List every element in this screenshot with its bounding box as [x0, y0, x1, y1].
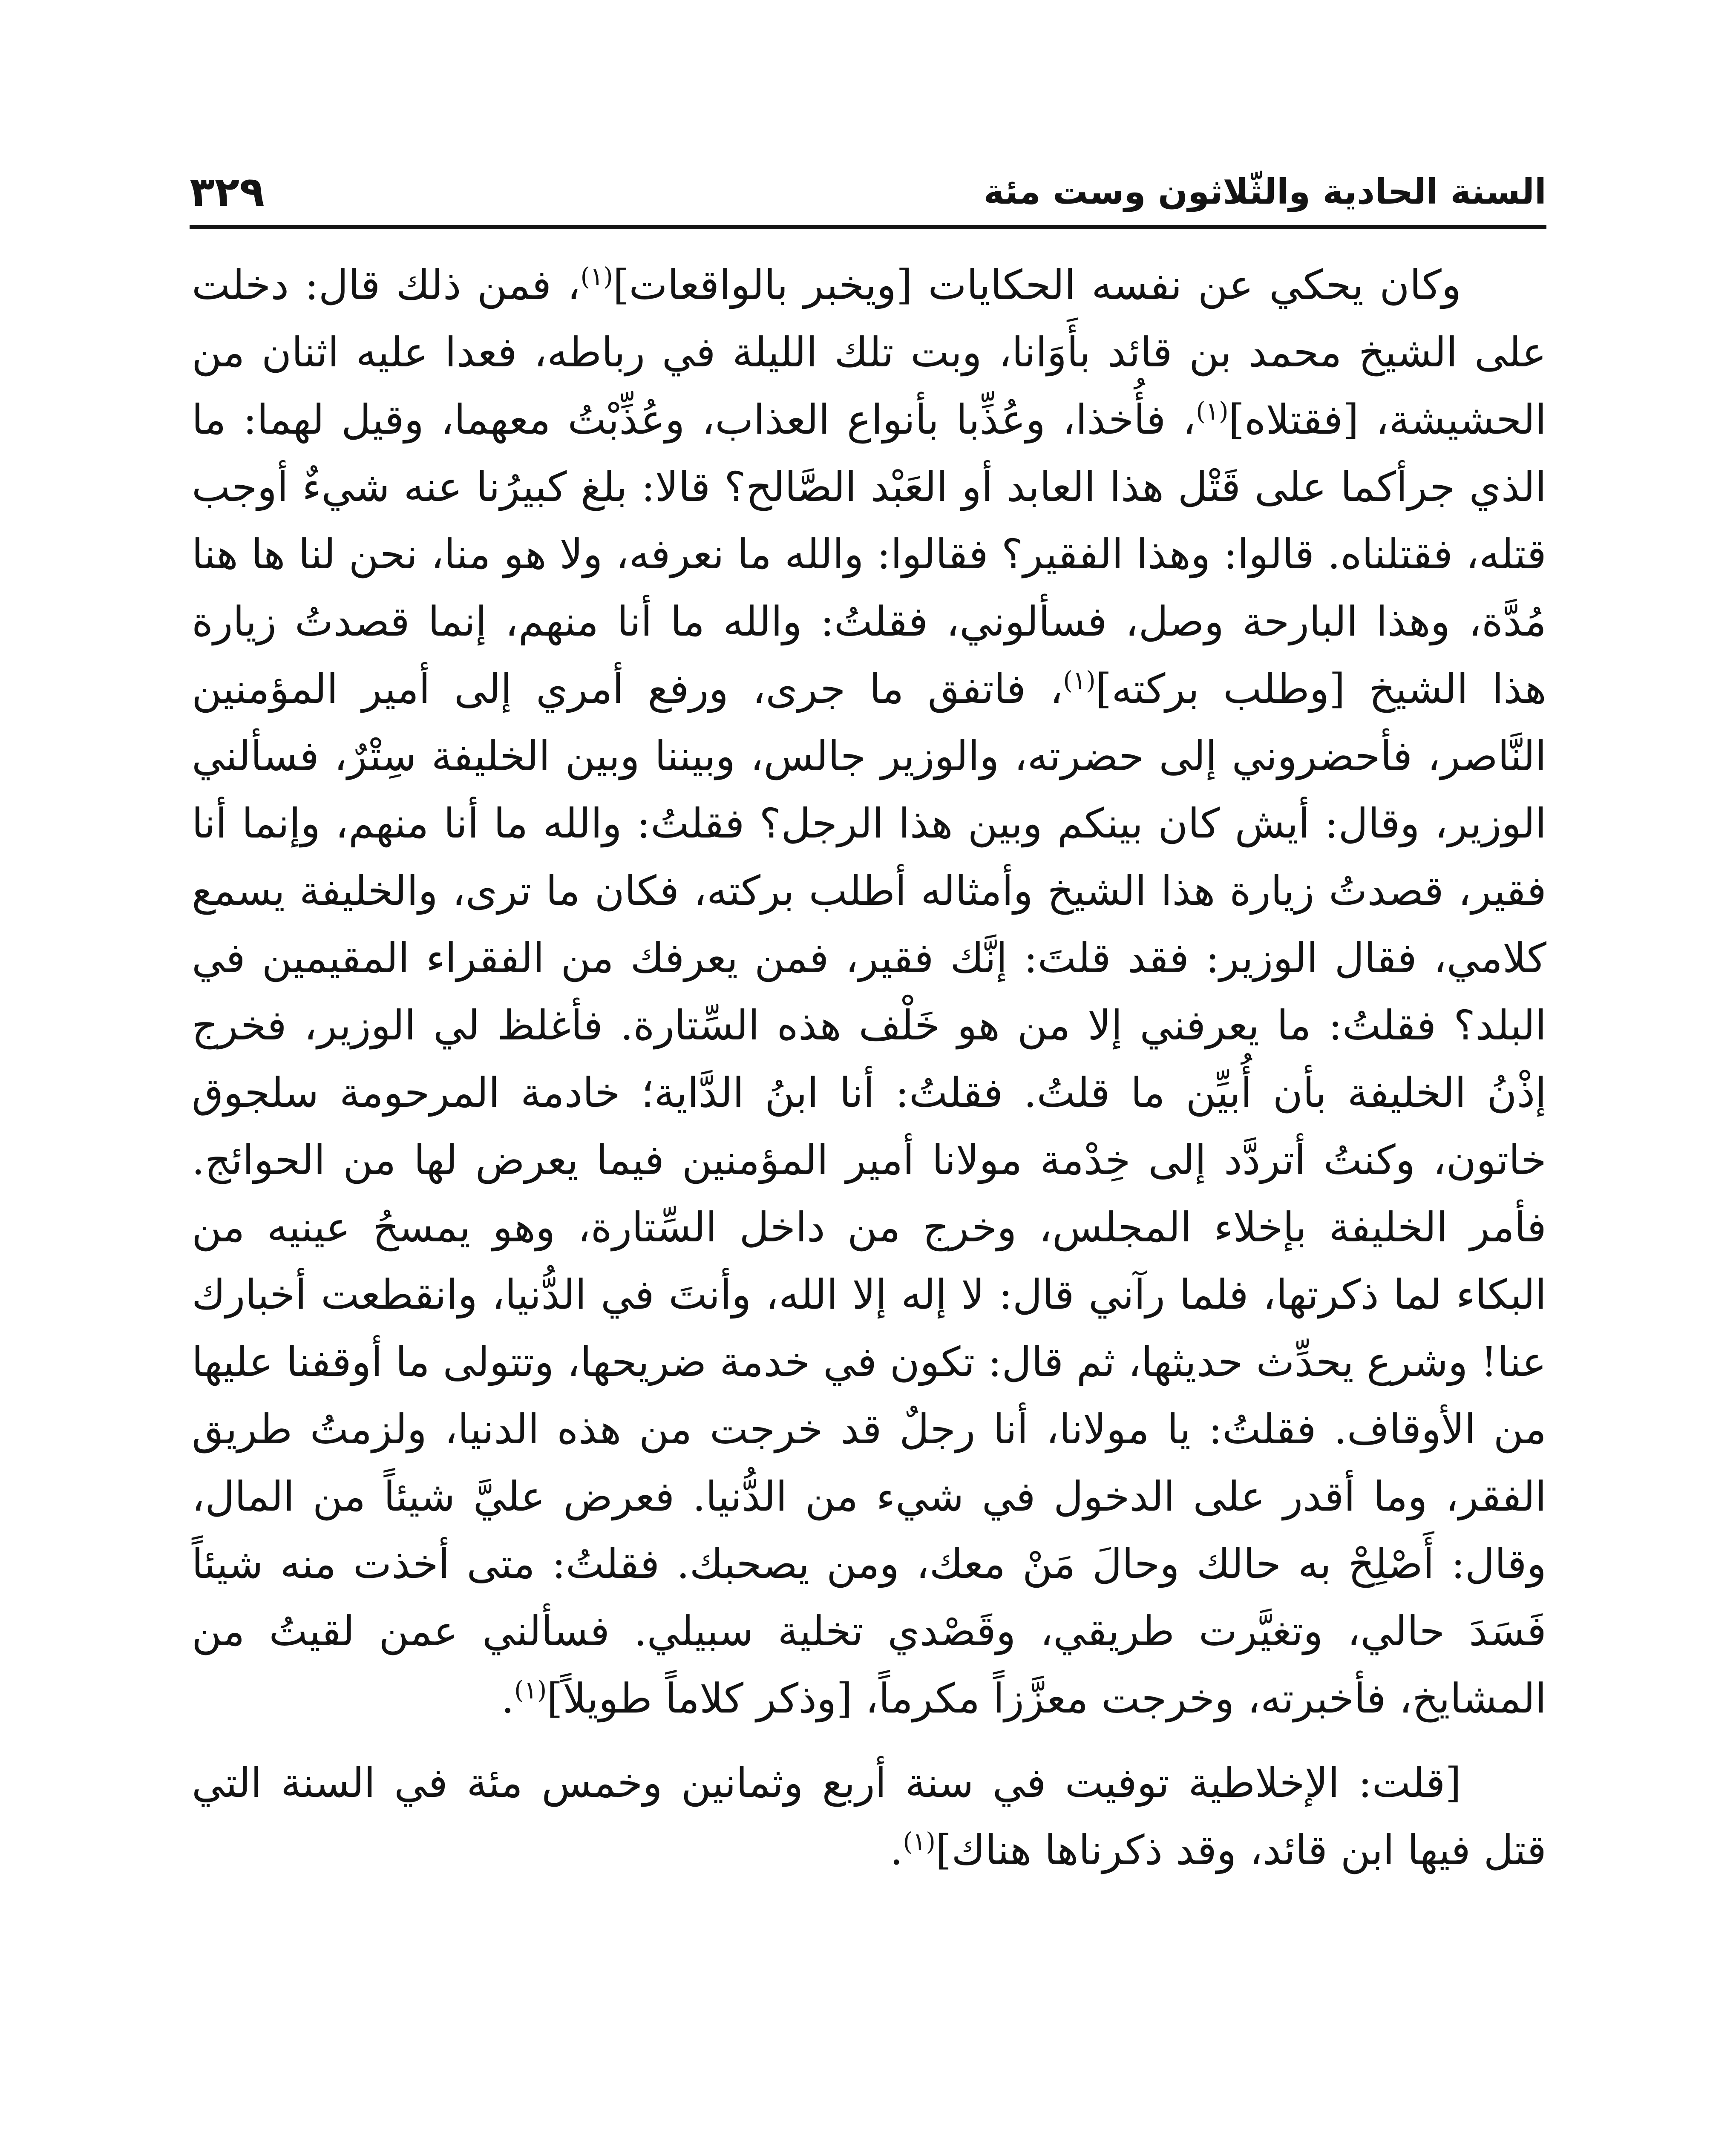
footnote-marker: (١)	[580, 262, 613, 291]
header-rule	[190, 225, 1546, 229]
footnote-marker: (١)	[514, 1675, 547, 1704]
running-title: السنة الحادية والثّلاثون وست مئة	[983, 172, 1546, 212]
text-run: [قلت: الإخلاطية توفيت في سنة أربع وثمانين وخمس مئة في السنة التي قتل فيها ابن قائد، وقد ذكرناها هناك]	[192, 1759, 1546, 1874]
footnote-marker: (١)	[1196, 397, 1229, 426]
page-header	[190, 153, 1546, 217]
page-number: ٣٢٩	[190, 168, 265, 216]
text-run: ، فمن ذلك قال: دخلت على الشيخ محمد بن قائد بأَوَانا، وبت تلك الليلة في رباطه، فعدا عليه اثنان من الحشيشة، [فقتلاه]	[192, 261, 1547, 443]
paragraph	[192, 251, 1546, 1732]
text-run: ، فاتفق ما جرى، ورفع أمري إلى أمير المؤمنين النَّاصر، فأحضروني إلى حضرته، والوزير جالس، وبيننا وبين الخليفة سِتْرٌ، فسألني الوزير، وقال: أيش كان بينكم وبين هذا الرجل؟ فقلتُ: والله ما أنا منهم، وإنما أنا فقير، قصدتُ زيارة هذا الشيخ وأمثاله أطلب بركته، فكان ما ترى، والخليفة يسمع كلامي، فقال الوزير: فقد قلتَ: إنَّك فقير، فمن يعرفك من الفقراء المقيمين في البلد؟ فقلتُ: ما يعرفني إلا من هو خَلْف هذه السِّتارة. فأغلظ لي الوزير، فخرج إذْنُ الخليفة بأن أُبيِّن ما قلتُ. فقلتُ: أنا ابنُ الدَّاية؛ خادمة المرحومة سلجوق خاتون، وكنتُ أتردَّد إلى خِدْمة مولانا أمير المؤمنين فيما يعرض لها من الحوائج. فأمر الخليفة بإخلاء المجلس، وخرج من داخل السِّتارة، وهو يمسحُ عينيه من البكاء لما ذكرتها، فلما رآني قال: لا إله إلا الله، وأنتَ في الدُّنيا، وانقطعت أخبارك عنا! وشرع يحدِّث حديثها، ثم قال: تكون في خدمة ضريحها، وتتولى ما أوقفنا عليها من الأوقاف. فقلتُ: يا مولانا، أنا رجلٌ قد خرجت من هذه الدنيا، ولزمتُ طريق الفقر، وما أقدر على الدخول في شيء من الدُّنيا. فعرض عليَّ شيئاً من المال، وقال: أَصْلِحْ به حالك وحالَ مَنْ معك، ومن يصحبك. فقلتُ: متى أخذت منه شيئاً فَسَدَ حالي، وتغيَّرت طريقي، وقَصْدي تخلية سبيلي. فسألني عمن لقيتُ من المشايخ، فأخبرته، وخرجت معزَّزاً مكرماً، [وذكر كلاماً طويلاً]	[192, 665, 1547, 1722]
text-run: .	[501, 1675, 514, 1722]
main-text	[192, 251, 1546, 1884]
paragraph	[192, 1749, 1546, 1884]
text-run: وكان يحكي عن نفسه الحكايات [ويخبر بالواقعات]	[613, 261, 1462, 309]
text-run: .	[890, 1826, 903, 1874]
footnote-marker: (١)	[1063, 666, 1096, 695]
text-run: ، فأُخذا، وعُذِّبا بأنواع العذاب، وعُذِّبْتُ معهما، وقيل لهما: ما الذي جرأكما على قَتْل هذا العابد أو العَبْد الصَّالح؟ قالا: بلغ كبيرُنا عنه شيءٌ أوجب قتله، فقتلناه. قالوا: وهذا الفقير؟ فقالوا: والله ما نعرفه، ولا هو منا، نحن لنا ها هنا مُدَّة، وهذا البارحة وصل، فسألوني، فقلتُ: والله ما أنا منهم، إنما قصدتُ زيارة هذا الشيخ [وطلب بركته]	[192, 396, 1547, 713]
footnote-marker: (١)	[903, 1827, 936, 1856]
